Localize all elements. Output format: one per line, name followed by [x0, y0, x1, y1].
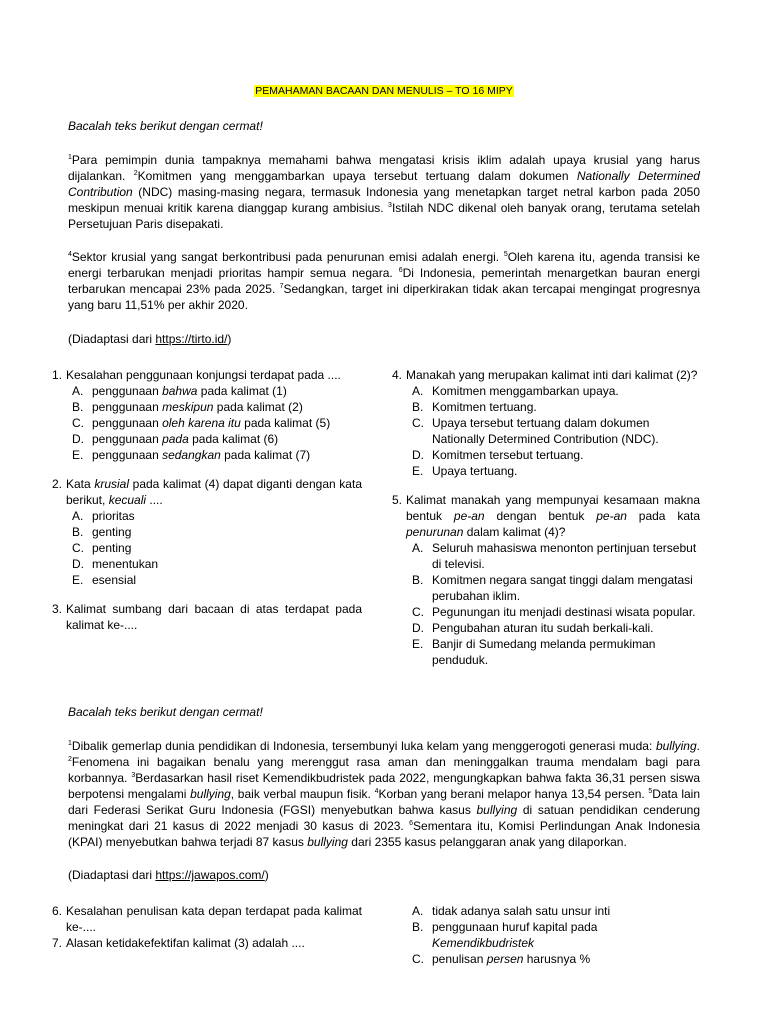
question-4: 4. Manakah yang merupakan kalimat inti dari kalimat (2)? A. Komitmen menggambarkan upaya. B. Komitmen tertuang. C. Upaya tersebut tertuang dalam dokumen Nationally Determined Contribution (NDC). D. Komitmen tersebut tertuang. E. Upaya tertuang. — [384, 367, 700, 479]
question-6-stem: Kesalahan penulisan kata depan terdapat pada kalimat ke-.... — [66, 904, 362, 934]
question-3-stem: Kalimat sumbang dari bacaan di atas terdapat pada kalimat ke-.... — [66, 602, 362, 632]
option-5d[interactable]: D. Pengubahan aturan itu sudah berkali-kali. — [412, 621, 654, 635]
option-2a[interactable]: A. prioritas — [72, 509, 135, 523]
questions-right-column — [384, 367, 700, 681]
passage1-source: (Diadaptasi dari https://tirto.id/) — [68, 332, 232, 346]
question-6: 6. Kesalahan penulisan kata depan terdapat pada kalimat ke-.... — [51, 904, 362, 934]
option-5c[interactable]: C. Pegunungan itu menjadi destinasi wisata popular. — [412, 605, 696, 619]
title-highlight: PEMAHAMAN BACAAN DAN MENULIS – TO 16 MIPY — [255, 85, 513, 97]
questions-right-column-2 — [384, 903, 700, 980]
question-1: 1. Kesalahan penggunaan konjungsi terdapat pada .... A. penggunaan bahwa pada kalimat (1) B. penggunaan meskipun pada kalimat (2) C. penggunaan oleh karena itu pada kalimat (5) D. penggunaan pada pada kalimat (6) E. penggunaan sedangkan pada kalimat (7) — [44, 367, 362, 463]
option-4c[interactable]: C. Upaya tersebut tertuang dalam dokumen Nationally Determined Contribution (NDC). — [412, 416, 659, 446]
option-5b[interactable]: B. Komitmen negara sangat tinggi dalam mengatasi perubahan iklim. — [412, 573, 693, 603]
option-1c[interactable]: C. penggunaan oleh karena itu pada kalimat (5) — [72, 416, 331, 430]
source-link-tirto[interactable]: https://tirto.id/ — [155, 332, 228, 346]
questions-left-column — [44, 367, 362, 646]
option-4a[interactable]: A. Komitmen menggambarkan upaya. — [412, 384, 619, 398]
question-5: 5. Kalimat manakah yang mempunyai kesamaan makna bentuk pe-an dengan bentuk pe-an pada kata penurunan dalam kalimat (4)? A. Seluruh mahasiswa menonton pertinjuan tersebut di televisi. B. Komitmen negara sangat tinggi dalam mengatasi perubahan iklim. C. Pegunungan itu menjadi destinasi wisata popular. D. Pengubahan aturan itu sudah berkali-kali. E. Banjir di Sumedang melanda permukiman penduduk. — [391, 493, 700, 667]
page-title — [0, 85, 768, 97]
option-5e[interactable]: E. Banjir di Sumedang melanda permukiman penduduk. — [412, 637, 656, 667]
option-4b[interactable]: B. Komitmen tertuang. — [412, 400, 537, 414]
question-7-stem: Alasan ketidakefektifan kalimat (3) adalah .... — [66, 936, 305, 950]
option-2c[interactable]: C. penting — [72, 541, 132, 555]
question-2: 2. Kata krusial pada kalimat (4) dapat diganti dengan kata berikut, kecuali .... A. prioritas B. genting C. penting D. menentukan E. esensial — [51, 477, 362, 587]
question-3: 3. Kalimat sumbang dari bacaan di atas terdapat pada kalimat ke-.... — [51, 602, 362, 632]
passage1-paragraph2: $^4$Sektor krusial yang sangat berkontribusi pada penurunan emisi adalah energi. $^5$Oleh karena itu, agenda transisi ke energi terbarukan menjadi prioritas hampir semua negara. $^6$Di Indonesia, pemerintah menargetkan bauran energi terbarukan mencapai 23% pada 2025. $^7$Sedangkan, target ini diperkirakan tidak akan tercapai mengingat progresnya yang baru 11,51% per akhir 2020. — [68, 250, 701, 312]
section1-instruction: Bacalah teks berikut dengan cermat! — [68, 119, 263, 133]
passage1-paragraph1: $^1$Para pemimpin dunia tampaknya memahami bahwa mengatasi krisis iklim adalah upaya krusial yang harus dijalankan. $^2$Komitmen yang menggambarkan upaya tersebut tertuang dalam dokumen Nationally Determined Contribution (NDC) masing-masing negara, termasuk Indonesia yang menetapkan target netral karbon pada 2050 meskipun menuai kritik karena dianggap kurang ambisius. $^3$Istilah NDC dikenal oleh banyak orang, terutama setelah Persetujuan Paris disepakati. — [68, 153, 700, 231]
question-5-stem: Kalimat manakah yang mempunyai kesamaan makna bentuk pe-an dengan bentuk pe-an pada kata penurunan dalam kalimat (4)? — [406, 493, 700, 539]
passage2-paragraph: $^1$Dibalik gemerlap dunia pendidikan di Indonesia, tersembunyi luka kelam yang menggerogoti generasi muda: bullying. $^2$Fenomena ini bagaikan benalu yang merenggut rasa aman dan meninggalkan trauma mendalam bagi para korbannya. $^3$Berdasarkan hasil riset Kemendikbudristek pada 2022, mengungkapkan bahwa fakta 36,31 persen siswa berpotensi mengalami bullying, baik verbal maupun fisik. $^4$Korban yang berani melapor hanya 13,54 persen. $^5$Data lain dari Federasi Serikat Guru Indonesia (FGSI) menyebutkan bahwa kasus bullying di satuan pendidikan cenderung meningkat dari 21 kasus di 2022 menjadi 30 kasus di 2023. $^6$Sementara itu, Komisi Perlindungan Anak Indonesia (KPAI) menyebutkan bahwa terjadi 87 kasus bullying dari 2355 kasus pelanggaran anak yang dilaporkan. — [68, 739, 700, 849]
question-2-stem: Kata krusial pada kalimat (4) dapat diganti dengan kata berikut, kecuali .... — [66, 477, 362, 507]
option-1e[interactable]: E. penggunaan sedangkan pada kalimat (7) — [72, 448, 311, 462]
option-2e[interactable]: E. esensial — [72, 573, 137, 587]
option-7b[interactable]: B. penggunaan huruf kapital pada Kemendikbudristek — [412, 920, 598, 950]
option-1d[interactable]: D. penggunaan pada pada kalimat (6) — [72, 432, 279, 446]
option-4d[interactable]: D. Komitmen tersebut tertuang. — [412, 448, 584, 462]
section2-instruction: Bacalah teks berikut dengan cermat! — [68, 705, 263, 719]
question-7-options-block — [384, 903, 700, 967]
option-4e[interactable]: E. Upaya tertuang. — [412, 464, 518, 478]
questions-left-column-2 — [44, 903, 362, 951]
question-5-options — [406, 540, 700, 668]
option-7a[interactable]: A. tidak adanya salah satu unsur inti — [412, 904, 611, 918]
question-4-stem: Manakah yang merupakan kalimat inti dari kalimat (2)? — [406, 368, 698, 382]
question-7-options — [406, 903, 700, 967]
passage2-source: (Diadaptasi dari https://jawapos.com/) — [68, 868, 269, 882]
question-2-options — [66, 508, 362, 588]
question-1-options — [66, 383, 362, 463]
option-7c[interactable]: C. penulisan persen harusnya % — [412, 952, 591, 966]
source-link-jawapos[interactable]: https://jawapos.com/ — [155, 868, 265, 882]
option-5a[interactable]: A. Seluruh mahasiswa menonton pertinjuan tersebut di televisi. — [412, 541, 697, 571]
question-4-options — [406, 383, 700, 479]
option-1b[interactable]: B. penggunaan meskipun pada kalimat (2) — [72, 400, 303, 414]
option-1a[interactable]: A. penggunaan bahwa pada kalimat (1) — [72, 384, 287, 398]
question-7: 7. Alasan ketidakefektifan kalimat (3) adalah .... — [44, 935, 362, 951]
option-2d[interactable]: D. menentukan — [72, 557, 159, 571]
option-2b[interactable]: B. genting — [72, 525, 132, 539]
question-1-stem: Kesalahan penggunaan konjungsi terdapat pada .... — [66, 368, 341, 382]
